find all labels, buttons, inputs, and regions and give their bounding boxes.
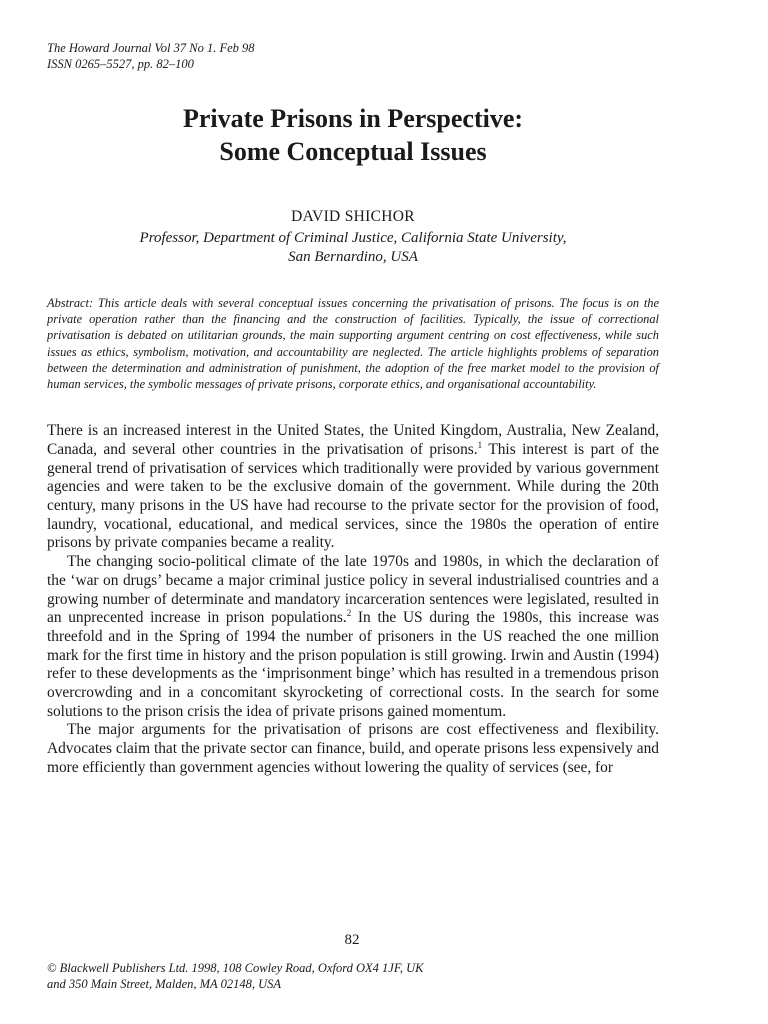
paragraph-1-part-a: There is an increased interest in the United States, the United Kingdom, Australia, New Zealand, Canada, and several other countries in the privatisation of prisons. [47,422,659,458]
journal-volume: The Howard Journal Vol 37 No 1. Feb 98 [47,41,255,55]
article-title [47,102,659,168]
article-body [47,422,659,777]
paragraph-3: The major arguments for the privatisation of prisons are cost effectiveness and flexibility. Advocates claim that the private sector can finance, build, and operate prisons less expensively and more efficiently than government agencies without lowering the quality of services (see, for [47,721,659,776]
journal-issn-pages: ISSN 0265–5527, pp. 82–100 [47,57,194,71]
page-number: 82 [344,932,360,948]
paragraph-2-part-a: The changing socio-political climate of the late 1970s and 1980s, in which the declaration of the ‘war on drugs’ became a major criminal justice policy in several industrialised countries and a growing number of determinate and mandatory incarceration sentences were legislated, resulted in an unprecented increase in prison populations. [47,553,659,627]
journal-citation [47,40,659,72]
title-line-2: Some Conceptual Issues [219,137,487,166]
abstract: Abstract: This article deals with several conceptual issues concerning the privatisation of prisons. The focus is on the private operation rather than the financing and the construction of facilities. Typically, the issue of correctional privatisation is debated on utilitarian grounds, the main supporting argument centring on cost effectiveness, while such issues as ethics, symbolism, motivation, and accountability are neglected. The article highlights problems of separation between the determination and administration of punishment, the adoption of the free market model to the provision of human services, the symbolic messages of private prisons, corporate ethics, and organisational accountability. [47,296,659,392]
footer-line-1: © Blackwell Publishers Ltd. 1998, 108 Cowley Road, Oxford OX4 1JF, UK [47,961,424,975]
affiliation-line-1: Professor, Department of Criminal Justice, California State University, [139,230,567,246]
paragraph-1-part-b: This interest is part of the general trend of privatisation of services which traditionally were provided by various government agencies and were taken to be the exclusive domain of the government. While during the 20th century, many prisons in the US have had recourse to the private sector for the provision of food, laundry, vocational, educational, and medical services, since the 1980s the operation of entire prisons by private companies became a reality. [47,440,659,552]
article-page [47,40,659,778]
title-line-1: Private Prisons in Perspective: [182,104,524,133]
paragraph-1 [47,422,659,553]
paragraph-2-part-b: In the US during the 1980s, this increase was threefold and in the Spring of 1994 the number of prisoners in the US reached the one million mark for the first time in history and the prison population is still growing. Irwin and Austin (1994) refer to these developments as the ‘imprisonment binge’ which has resulted in a tremendous prison overcrowding and in a concomitant skyrocketing of correctional costs. In the search for some solutions to the prison crisis the idea of private prisons gained momentum. [47,609,659,720]
author-affiliation [47,229,659,267]
paragraph-2 [47,553,659,721]
footer-line-2: and 350 Main Street, Malden, MA 02148, USA [47,977,281,991]
copyright-footer [47,960,687,992]
author-name: DAVID SHICHOR [291,208,415,225]
footnote-ref-1[interactable]: 1 [477,439,483,450]
affiliation-line-2: San Bernardino, USA [288,249,418,265]
footnote-ref-2[interactable]: 2 [346,608,352,619]
